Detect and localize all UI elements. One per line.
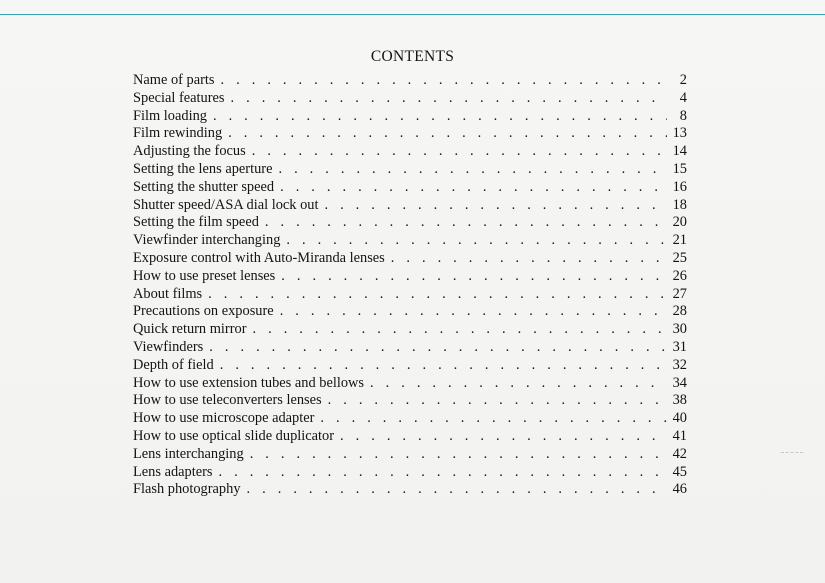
toc-entry <box>133 303 687 321</box>
toc-entry <box>133 125 687 143</box>
dot-leader <box>280 232 667 250</box>
toc-page-number: 2 <box>679 72 687 88</box>
toc-page-number: 13 <box>672 125 687 142</box>
toc-entry-title: Precautions on exposure <box>133 303 274 320</box>
toc-page-number: 45 <box>672 463 687 480</box>
toc-page-number: 20 <box>672 214 687 231</box>
toc-entry-title: Quick return mirror <box>133 321 247 338</box>
toc-entry-title: Setting the film speed <box>133 214 259 231</box>
toc-page-number: 31 <box>672 338 687 355</box>
toc-entry <box>133 410 687 428</box>
toc-entry <box>133 392 687 410</box>
toc-entry-title: Setting the lens aperture <box>133 160 273 177</box>
dot-leader <box>241 481 667 499</box>
dot-leader <box>322 392 667 410</box>
toc-page-number: 8 <box>679 107 687 124</box>
dot-leader <box>203 339 667 357</box>
toc-page-number: 14 <box>672 143 687 160</box>
toc-page-number: 16 <box>672 178 687 195</box>
toc-page-number: 46 <box>672 481 687 498</box>
toc-entry-title: Name of parts <box>133 72 215 88</box>
dot-leader <box>247 321 668 339</box>
toc-entry <box>133 357 687 375</box>
toc-entry <box>133 90 687 108</box>
dot-leader <box>214 357 667 375</box>
toc-page-number: 38 <box>672 392 687 409</box>
dot-leader <box>207 108 667 126</box>
toc-entry <box>133 214 687 232</box>
toc-page-number: 27 <box>672 285 687 302</box>
dot-leader <box>314 410 667 428</box>
toc-entry-title: Film loading <box>133 107 207 124</box>
toc-entry <box>133 286 687 304</box>
toc-page-number: 21 <box>672 232 687 249</box>
toc-entry <box>133 339 687 357</box>
toc-entry <box>133 179 687 197</box>
toc-page-number: 15 <box>672 160 687 177</box>
toc-entry-title: Special features <box>133 89 225 106</box>
toc-entry-title: Lens interchanging <box>133 445 244 462</box>
toc-page-number: 41 <box>672 427 687 444</box>
toc-entry-title: Viewfinders <box>133 338 204 355</box>
dot-leader <box>272 161 667 179</box>
toc-entry <box>133 143 687 161</box>
toc-page-number: 30 <box>672 321 687 338</box>
dot-leader <box>274 303 667 321</box>
dot-leader <box>215 72 667 90</box>
toc-entry <box>133 321 687 339</box>
dot-leader <box>259 214 667 232</box>
dot-leader <box>385 250 667 268</box>
toc-page-number: 18 <box>672 196 687 213</box>
toc-entry <box>133 375 687 393</box>
toc-page-number: 25 <box>672 249 687 266</box>
dot-leader <box>222 125 667 143</box>
toc-entry <box>133 464 687 482</box>
table-of-contents <box>133 72 687 499</box>
margin-mark <box>781 452 803 454</box>
dot-leader <box>225 90 668 108</box>
toc-entry <box>133 72 687 90</box>
toc-entry-title: How to use optical slide duplicator <box>133 427 335 444</box>
toc-entry-title: Film rewinding <box>133 125 223 142</box>
toc-page-number: 32 <box>672 356 687 373</box>
toc-entry-title: About films <box>133 285 203 302</box>
toc-entry-title: How to use teleconverters lenses <box>133 392 322 409</box>
toc-entry <box>133 250 687 268</box>
toc-entry-title: Shutter speed/ASA dial lock out <box>133 196 319 213</box>
toc-entry <box>133 232 687 250</box>
dot-leader <box>244 446 667 464</box>
toc-entry <box>133 481 687 499</box>
toc-page-number: 34 <box>672 374 687 391</box>
toc-entry-title: Flash photography <box>133 481 241 498</box>
dot-leader <box>334 428 667 446</box>
toc-entry-title: How to use microscope adapter <box>133 410 315 427</box>
toc-entry-title: How to use extension tubes and bellows <box>133 374 365 391</box>
toc-entry-title: Depth of field <box>133 356 214 373</box>
dot-leader <box>213 464 667 482</box>
toc-page-number: 42 <box>672 445 687 462</box>
toc-entry-title: Exposure control with Auto-Miranda lenses <box>133 249 385 266</box>
toc-entry <box>133 446 687 464</box>
dot-leader <box>274 179 667 197</box>
toc-page-number: 28 <box>672 303 687 320</box>
dot-leader <box>318 197 667 215</box>
toc-page-number: 4 <box>679 89 687 106</box>
toc-entry-title: How to use preset lenses <box>133 267 276 284</box>
toc-page-number: 40 <box>672 410 687 427</box>
toc-entry <box>133 108 687 126</box>
toc-page-number: 26 <box>672 267 687 284</box>
toc-entry <box>133 428 687 446</box>
toc-entry <box>133 197 687 215</box>
top-border-line <box>0 14 825 15</box>
toc-entry <box>133 161 687 179</box>
toc-entry-title: Viewfinder interchanging <box>133 232 281 249</box>
toc-entry-title: Adjusting the focus <box>133 143 246 160</box>
dot-leader <box>202 286 667 304</box>
contents-title: CONTENTS <box>370 48 455 65</box>
toc-entry <box>133 268 687 286</box>
toc-entry-title: Setting the shutter speed <box>133 178 275 195</box>
dot-leader <box>275 268 667 286</box>
toc-entry-title: Lens adapters <box>133 463 213 480</box>
dot-leader <box>364 375 667 393</box>
dot-leader <box>246 143 667 161</box>
